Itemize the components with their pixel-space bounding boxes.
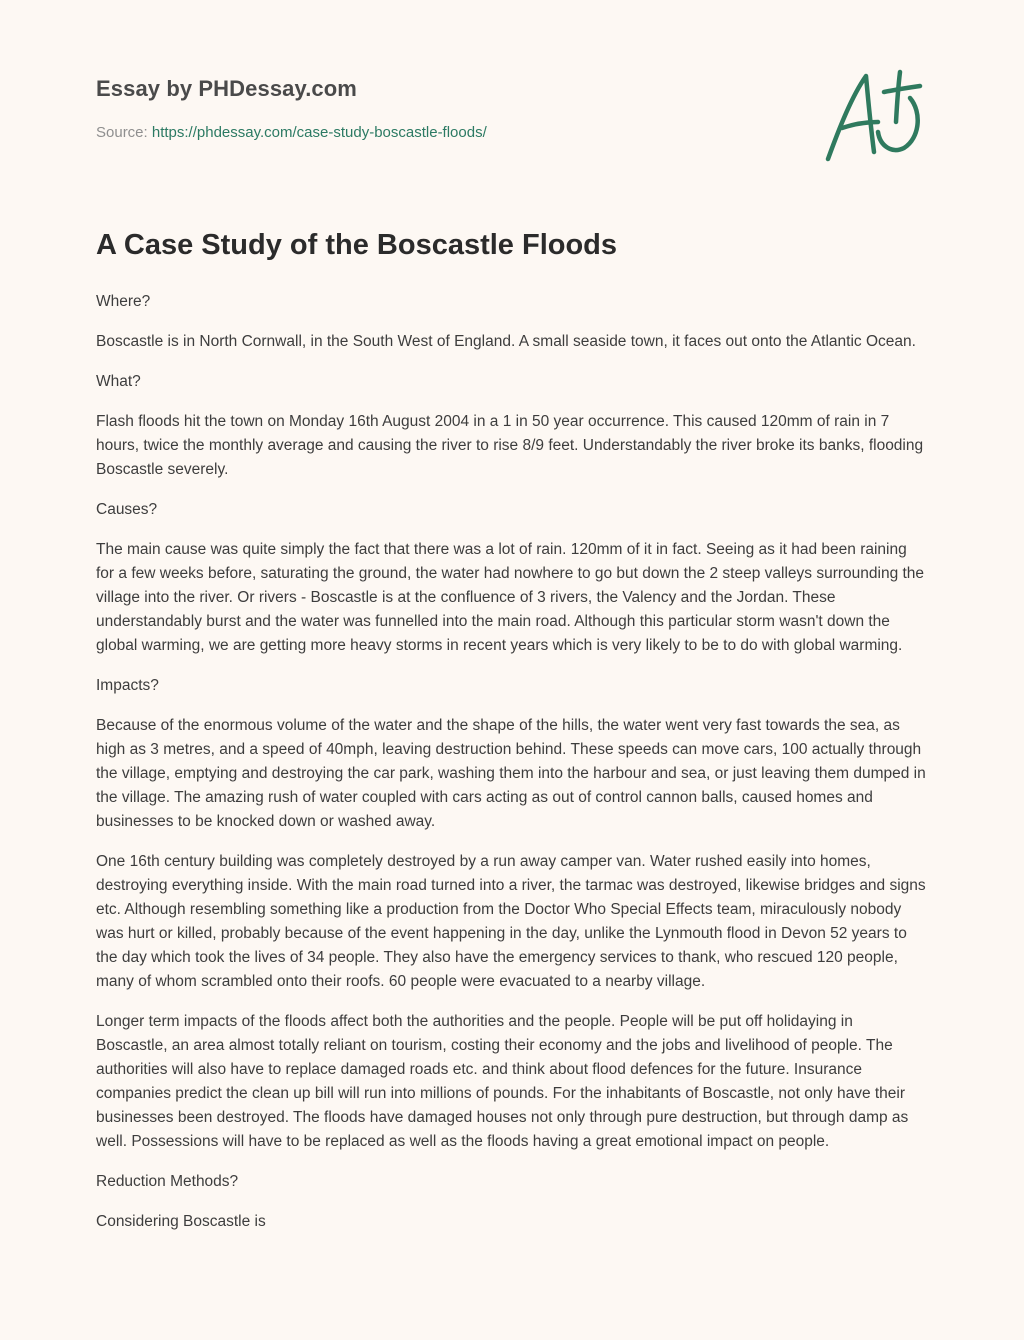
- source-link[interactable]: https://phdessay.com/case-study-boscastle-floods/: [151, 124, 487, 141]
- section-heading-reduction: Reduction Methods?: [96, 1173, 239, 1190]
- paragraph-impacts-3: Longer term impacts of the floods affect both the authorities and the people. People will be put off holidaying in Boscastle, an area almost totally reliant on tourism, costing their economy and the jobs and livelihood of people. The authorities will also have to replace damaged roads etc. and think about flood defences for the future. Insurance companies predict the clean up bill will run into millions of pounds. For the inhabitants of Boscastle, not only have their businesses been destroyed. The floods have damaged houses not only through pure destruction, but through damp as well. Possessions will have to be replaced as well as the floods having a great emotional impact on people.: [96, 1013, 909, 1150]
- article: [96, 226, 928, 1250]
- paragraph-causes: The main cause was quite simply the fact that there was a lot of rain. 120mm of it in fact. Seeing as it had been raining for a few weeks before, saturating the ground, the water had nowhere to go but down the 2 steep valleys surrounding the village into the river. Or rivers - Boscastle is at the confluence of 3 rivers, the Valency and the Jordan. These understandably burst and the water was funnelled into the main road. Although this particular storm wasn't down the global warming, we are getting more heavy storms in recent years which is very likely to be to do with global warming.: [96, 541, 925, 654]
- section-heading-impacts: Impacts?: [96, 677, 159, 694]
- paragraph-impacts-2: One 16th century building was completely destroyed by a run away camper van. Water rushed easily into homes, destroying everything inside. With the main road turned into a river, the tarmac was destroyed, likewise bridges and signs etc. Although resembling something like a production from the Doctor Who Special Effects team, miraculously nobody was hurt or killed, probably because of the event happening in the day, unlike the Lynmouth flood in Devon 52 years to the day which took the lives of 34 people. They also have the emergency services to thank, who rescued 120 people, many of whom scrambled onto their roofs. 60 people were evacuated to a nearby village.: [96, 853, 926, 990]
- a-plus-logo-icon: [818, 66, 930, 166]
- paragraph-impacts-1: Because of the enormous volume of the water and the shape of the hills, the water went very fast towards the sea, as high as 3 metres, and a speed of 40mph, leaving destruction behind. These speeds can move cars, 100 actually through the village, emptying and destroying the car park, washing them into the harbour and sea, or just leaving them dumped in the village. The amazing rush of water coupled with cars acting as out of control cannon balls, caused homes and businesses to be knocked down or washed away.: [96, 717, 926, 830]
- source-line: [96, 124, 796, 141]
- paragraph-what: Flash floods hit the town on Monday 16th August 2004 in a 1 in 50 year occurrence. This caused 120mm of rain in 7 hours, twice the monthly average and causing the river to rise 8/9 feet. Understandably the river broke its banks, flooding Boscastle severely.: [96, 413, 924, 478]
- paragraph-where: Boscastle is in North Cornwall, in the South West of England. A small seaside town, it faces out onto the Atlantic Ocean.: [96, 333, 916, 350]
- page-header: [96, 76, 796, 141]
- site-brand: Essay by PHDessay.com: [96, 76, 357, 101]
- section-heading-where: Where?: [96, 293, 151, 310]
- article-title: A Case Study of the Boscastle Floods: [96, 229, 618, 261]
- paragraph-reduction: Considering Boscastle is: [96, 1213, 266, 1230]
- section-heading-what: What?: [96, 373, 141, 390]
- source-label: Source:: [96, 124, 152, 141]
- section-heading-causes: Causes?: [96, 501, 158, 518]
